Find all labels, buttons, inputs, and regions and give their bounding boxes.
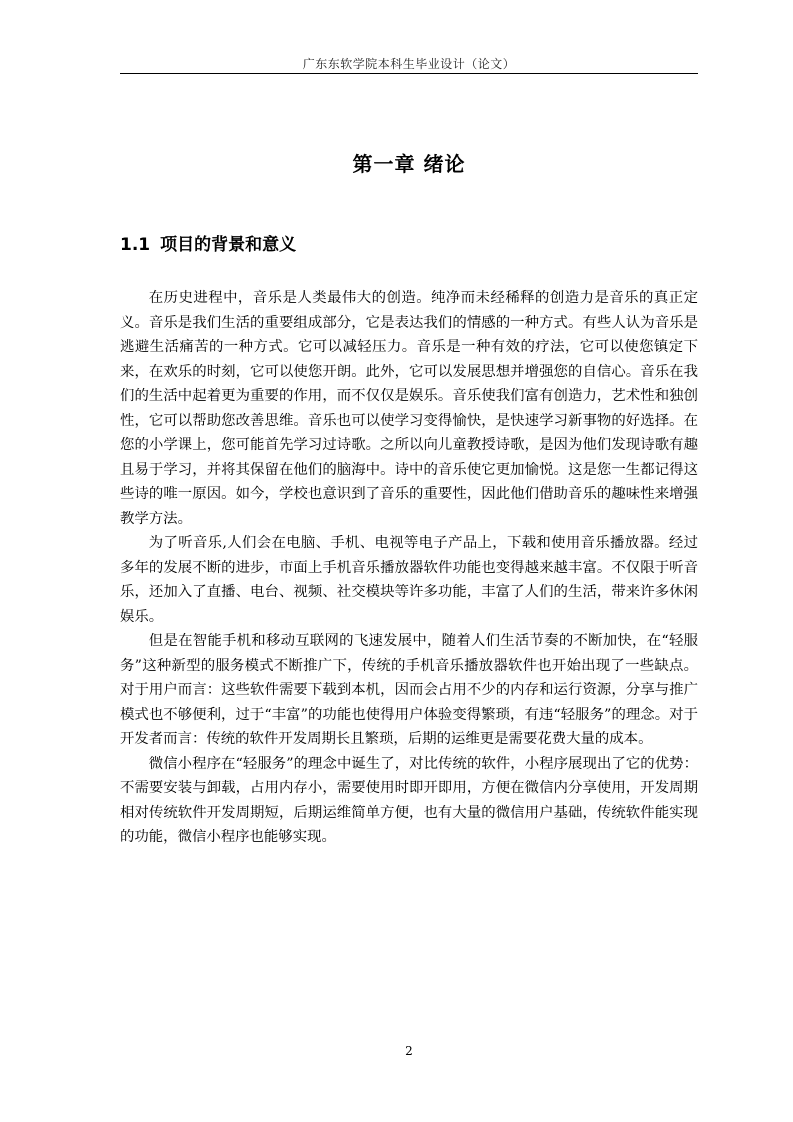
page-header: 广东东软学院本科生毕业设计（论文）	[302, 57, 516, 71]
body-text	[120, 286, 698, 850]
paragraph: 微信小程序在“轻服务”的理念中诞生了，对比传统的软件，小程序展现出了它的优势：不需要安装与卸载，占用内存小，需要使用时即开即用，方便在微信内分享使用，开发周期相对传统软件开发周期短，后期运维简单方便，也有大量的微信用户基础，传统软件能实现的功能，微信小程序也能够实现。	[120, 755, 698, 845]
section-number: 1.1	[120, 235, 151, 255]
section-title: 项目的背景和意义	[160, 235, 297, 255]
chapter-title: 第一章 绪论	[352, 152, 466, 176]
paragraph: 为了听音乐,人们会在电脑、手机、电视等电子产品上，下载和使用音乐播放器。经过多年的发展不断的进步，市面上手机音乐播放器软件功能也变得越来越丰富。不仅限于听音乐，还加入了直播、电台、视频、社交模块等许多功能，丰富了人们的生活，带来许多休闲娱乐。	[120, 535, 698, 625]
paragraph: 但是在智能手机和移动互联网的飞速发展中，随着人们生活节奏的不断加快，在“轻服务”这种新型的服务模式不断推广下，传统的手机音乐播放器软件也开始出现了一些缺点。对于用户而言：这些软件需要下载到本机，因而会占用不少的内存和运行资源，分享与推广模式也不够便利，过于“丰富”的功能也使得用户体验变得繁琐，有违“轻服务”的理念。对于开发者而言：传统的软件开发周期长且繁琐，后期的运维更是需要花费大量的成本。	[120, 633, 698, 747]
header-divider	[120, 73, 698, 74]
paragraph: 在历史进程中，音乐是人类最伟大的创造。纯净而未经稀释的创造力是音乐的真正定义。音乐是我们生活的重要组成部分，它是表达我们的情感的一种方式。有些人认为音乐是逃避生活痛苦的一种方式。它可以减轻压力。音乐是一种有效的疗法，它可以使您镇定下来，在欢乐的时刻，它可以使您开朗。此外，它可以发展思想并增强您的自信心。音乐在我们的生活中起着更为重要的作用，而不仅仅是娱乐。音乐使我们富有创造力，艺术性和独创性，它可以帮助您改善思维。音乐也可以使学习变得愉快，是快速学习新事物的好选择。在您的小学课上，您可能首先学习过诗歌。之所以向儿童教授诗歌，是因为他们发现诗歌有趣且易于学习，并将其保留在他们的脑海中。诗中的音乐使它更加愉悦。这是您一生都记得这些诗的唯一原因。如今，学校也意识到了音乐的重要性，因此他们借助音乐的趣味性来增强教学方法。	[120, 290, 698, 527]
section-heading	[120, 230, 698, 255]
page-number: 2	[405, 1044, 413, 1058]
